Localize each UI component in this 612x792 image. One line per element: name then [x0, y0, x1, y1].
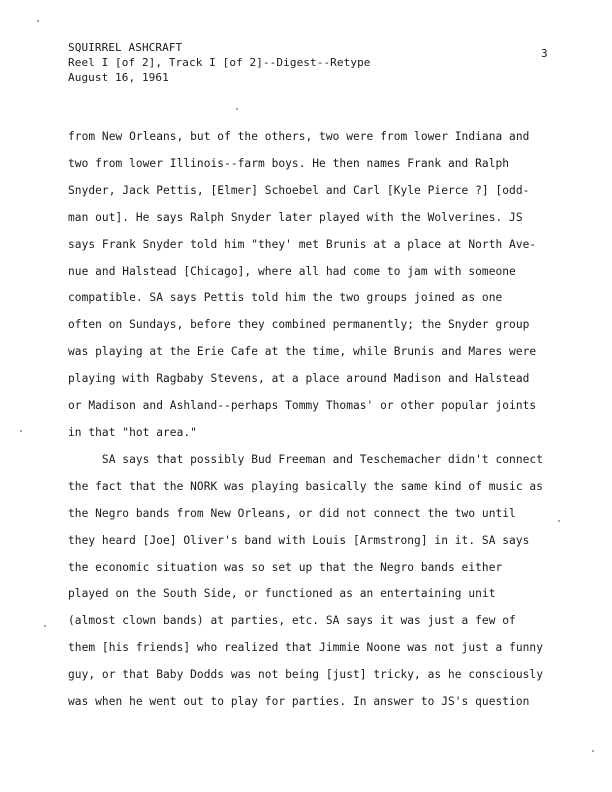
text-line: two from lower Illinois--farm boys. He then names Frank and Ralph: [68, 156, 510, 170]
text-line: played on the South Side, or functioned as an entertaining unit: [68, 587, 496, 601]
text-line: was playing at the Erie Cafe at the time, while Brunis and Mares were: [68, 345, 537, 359]
scan-speck: [20, 430, 22, 432]
text-line: (almost clown bands) at parties, etc. SA says it was just a few of: [68, 614, 516, 628]
reel-track-info: Reel I [of 2], Track I [of 2]--Digest--Retype: [68, 56, 371, 69]
text-line: them [his friends] who realized that Jimmie Noone was not just a funny: [68, 641, 543, 655]
page-number: 3: [541, 47, 548, 60]
text-line: man out]. He says Ralph Snyder later played with the Wolverines. JS: [68, 210, 523, 224]
text-line: from New Orleans, but of the others, two were from lower Indiana and: [68, 130, 530, 143]
text-line: the economic situation was so set up that the Negro bands either: [68, 560, 503, 574]
scan-speck: [558, 520, 560, 522]
document-header: [68, 40, 548, 85]
text-line: was when he went out to play for parties. In answer to JS's question: [68, 695, 530, 709]
scan-speck: [37, 20, 39, 22]
text-line: says Frank Snyder told him "they' met Brunis at a place at North Ave-: [68, 237, 537, 251]
text-line: or Madison and Ashland--perhaps Tommy Thomas' or other popular joints: [68, 399, 537, 413]
text-line: in that "hot area.": [68, 425, 197, 439]
text-line: playing with Ragbaby Stevens, at a place around Madison and Halstead: [68, 372, 530, 386]
text-line: the fact that the NORK was playing basically the same kind of music as: [68, 479, 543, 493]
text-line: they heard [Joe] Oliver's band with Louis [Armstrong] in it. SA says: [68, 533, 530, 547]
interview-date: August 16, 1961: [68, 71, 169, 84]
text-line: compatible. SA says Pettis told him the two groups joined as one: [68, 291, 503, 305]
interviewee-name: SQUIRREL ASHCRAFT: [68, 41, 183, 54]
text-line: guy, or that Baby Dodds was not being [just] tricky, as he consciously: [68, 668, 543, 682]
text-line: the Negro bands from New Orleans, or did not connect the two until: [68, 506, 516, 520]
text-line: SA says that possibly Bud Freeman and Teschemacher didn't connect: [68, 452, 543, 466]
scan-speck: [592, 750, 594, 752]
transcript-body: [68, 124, 568, 716]
text-line: often on Sundays, before they combined permanently; the Snyder group: [68, 318, 530, 332]
text-line: Snyder, Jack Pettis, [Elmer] Schoebel and Carl [Kyle Pierce ?] [odd-: [68, 183, 530, 197]
text-line: nue and Halstead [Chicago], where all had come to jam with someone: [68, 264, 516, 278]
scan-speck: [236, 108, 238, 110]
scan-speck: [44, 625, 46, 627]
